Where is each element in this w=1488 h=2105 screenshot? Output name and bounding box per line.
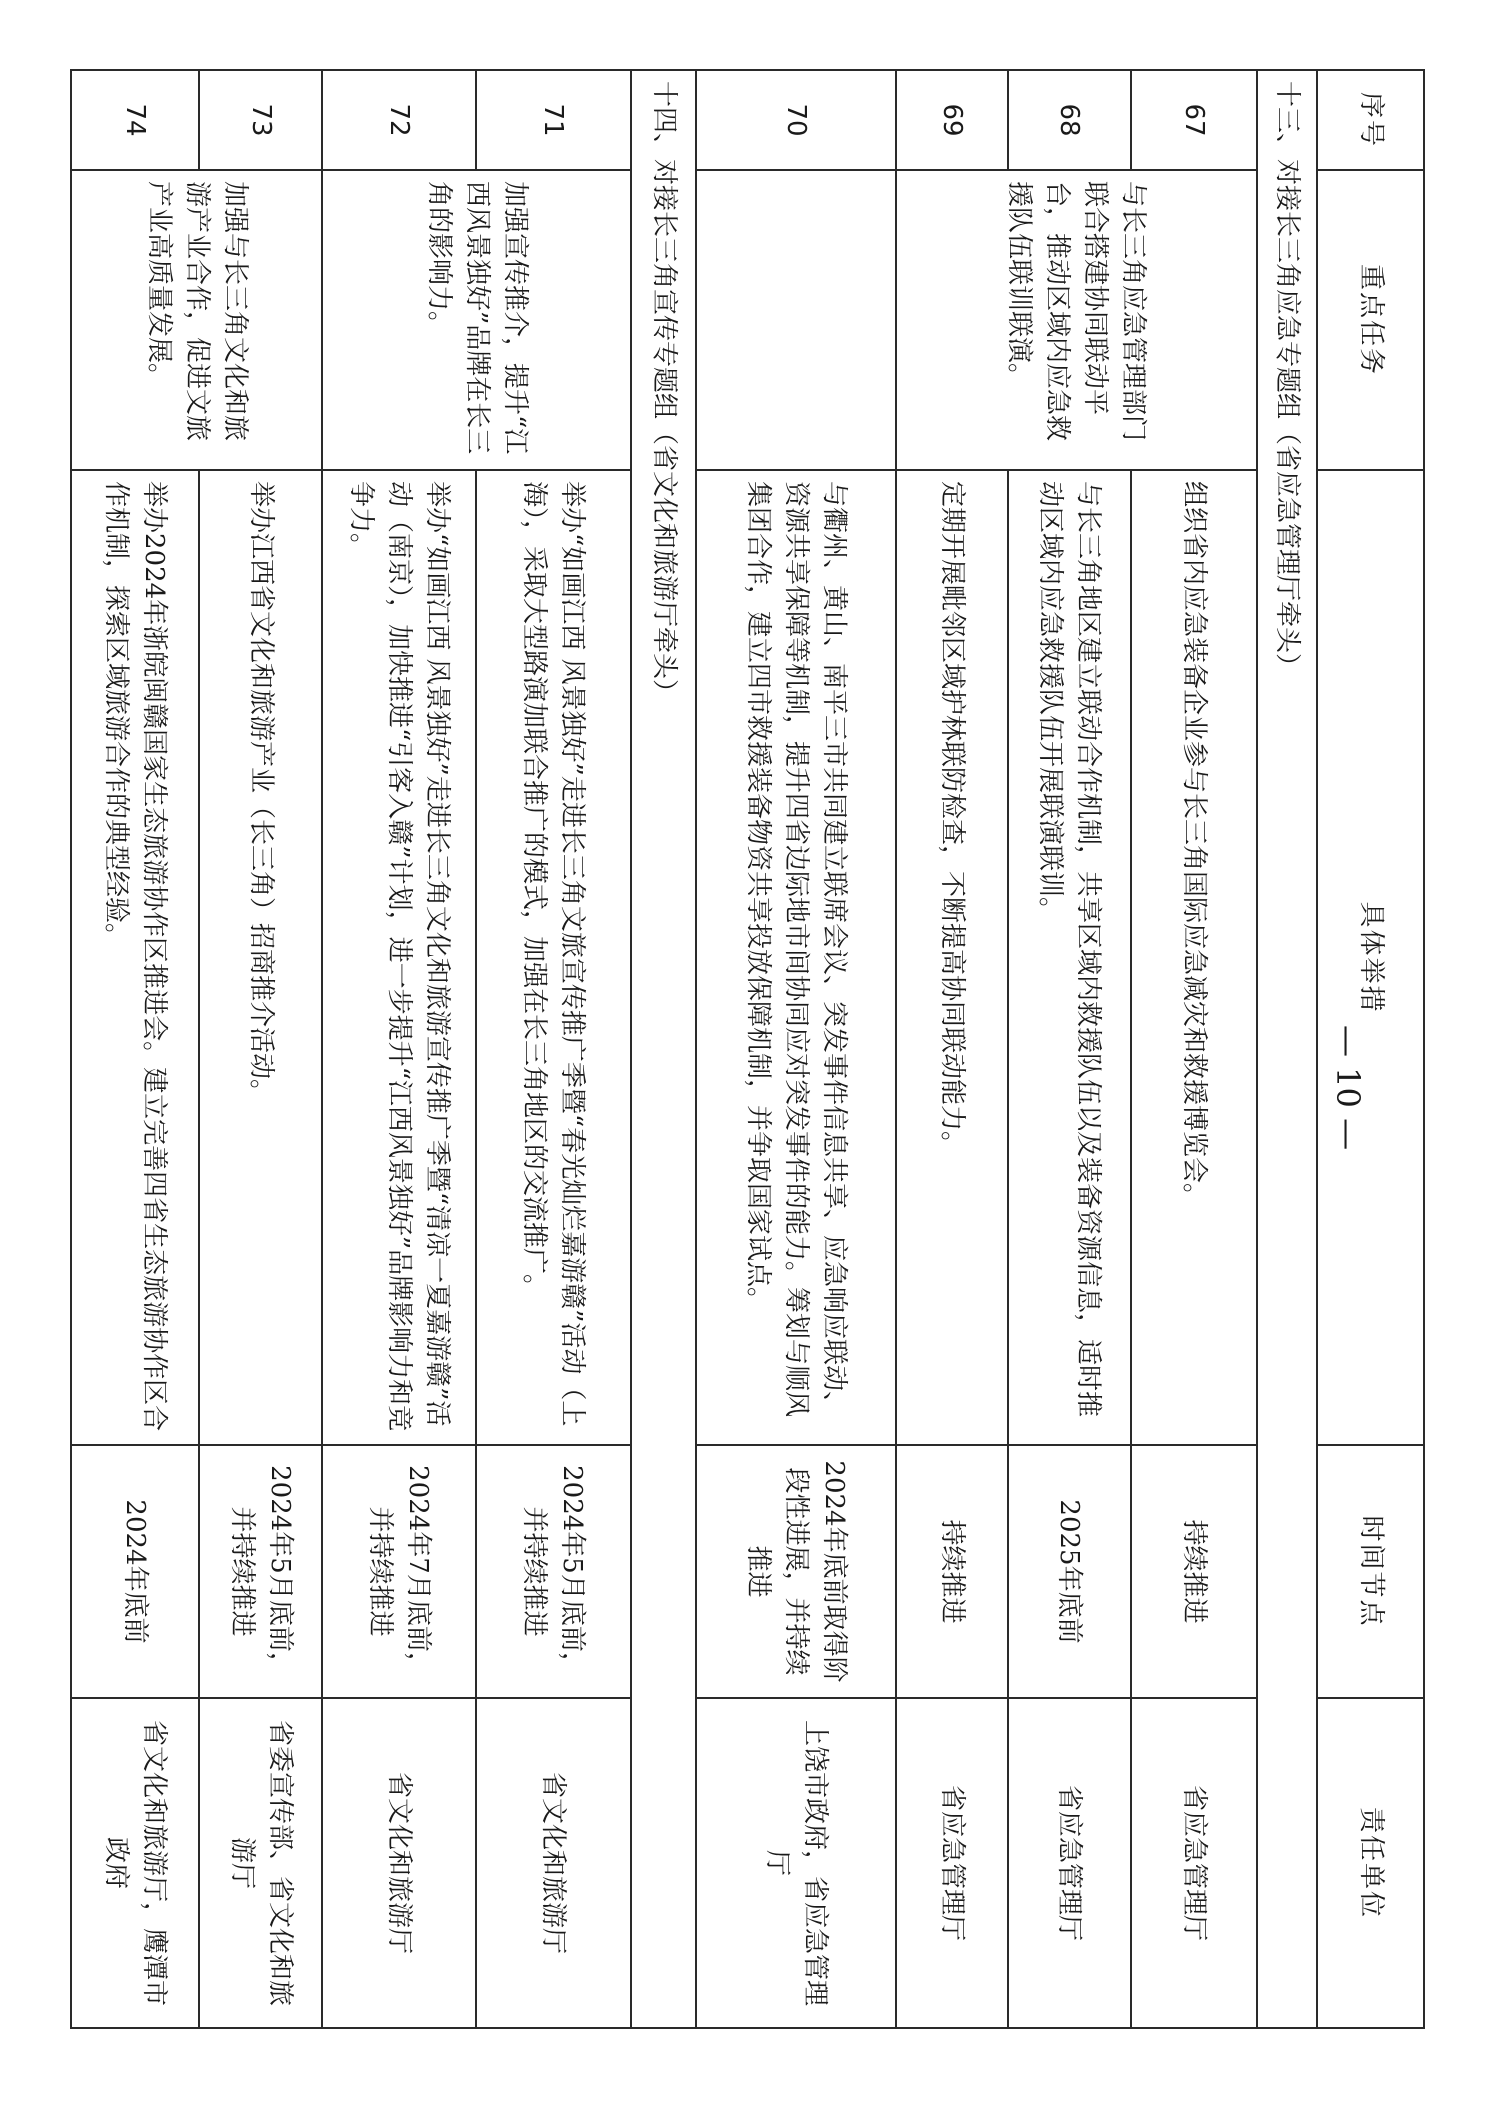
row-time: 2024年7月底前，并持续推进 bbox=[322, 1445, 475, 1698]
row-measure: 举办2024年浙皖闽赣国家生态旅游协作区推进会。建立完善四省生态旅游协作区合作机制，探索区域旅游合作的典型经验。 bbox=[71, 470, 199, 1445]
row-no: 69 bbox=[896, 70, 1008, 170]
page-number bbox=[1277, 1025, 1367, 1151]
section-row bbox=[631, 70, 696, 2028]
row-unit: 省文化和旅游厅，鹰潭市政府 bbox=[71, 1698, 199, 2028]
row-no: 73 bbox=[199, 70, 322, 170]
row-unit: 上饶市政府，省应急管理厅 bbox=[696, 1698, 896, 2028]
rotated-table-container bbox=[70, 69, 1425, 2027]
row-measure: 与衢州、黄山、南平三市共同建立联席会议、突发事件信息共享、应急响应联动、资源共享保障等机制，提升四省边际地市间协同应对突发事件的能力。筹划与顺风集团合作，建立四市救援装备物资共享投放保障机制，并争取国家试点。 bbox=[696, 470, 896, 1445]
row-task: 加强与长三角文化和旅游产业合作，促进文旅产业高质量发展。 bbox=[71, 170, 322, 470]
row-no: 68 bbox=[1008, 70, 1131, 170]
section-title: 十四、对接长三角宣传专题组（省文化和旅游厅牵头） bbox=[631, 70, 696, 2028]
row-time: 持续推进 bbox=[1131, 1445, 1257, 1698]
row-no: 72 bbox=[322, 70, 475, 170]
row-no: 67 bbox=[1131, 70, 1257, 170]
row-measure: 举办“如画江西 风景独好”走进长三角文旅宣传推广季暨“春光灿烂嘉游赣”活动（上海），采取大型路演加联合推广的模式，加强在长三角地区的交流推广。 bbox=[476, 470, 632, 1445]
header-measure: 具体举措 bbox=[1317, 470, 1424, 1445]
row-time: 持续推进 bbox=[896, 1445, 1008, 1698]
table-row bbox=[696, 70, 896, 2028]
header-task: 重点任务 bbox=[1317, 170, 1424, 470]
row-unit: 省应急管理厅 bbox=[1008, 1698, 1131, 2028]
row-unit: 省应急管理厅 bbox=[896, 1698, 1008, 2028]
row-time: 2025年底前 bbox=[1008, 1445, 1131, 1698]
row-time: 2024年5月底前，并持续推进 bbox=[476, 1445, 632, 1698]
page-number-text: — 10 — bbox=[1329, 1025, 1367, 1151]
row-task-empty bbox=[696, 170, 896, 470]
row-task: 加强宣传推介，提升“江西风景独好”品牌在长三角的影响力。 bbox=[322, 170, 631, 470]
row-measure: 组织省内应急装备企业参与长三角国际应急减灾和救援博览会。 bbox=[1131, 470, 1257, 1445]
row-measure: 与长三角地区建立联动合作机制，共享区域内救援队伍以及装备资源信息，适时推动区域内应急救援队伍开展联演联训。 bbox=[1008, 470, 1131, 1445]
row-no: 71 bbox=[476, 70, 632, 170]
row-unit: 省委宣传部、省文化和旅游厅 bbox=[199, 1698, 322, 2028]
row-no: 70 bbox=[696, 70, 896, 170]
section-title: 十三、对接长三角应急专题组（省应急管理厅牵头） bbox=[1257, 70, 1317, 2028]
row-measure: 举办“如画江西 风景独好”走进长三角文化和旅游宣传推广季暨“清凉一夏嘉游赣”活动（南京），加快推进“引客入赣”计划，进一步提升“江西风景独好”品牌影响力和竞争力。 bbox=[322, 470, 475, 1445]
header-unit: 责任单位 bbox=[1317, 1698, 1424, 2028]
row-no: 74 bbox=[71, 70, 199, 170]
row-time: 2024年5月底前，并持续推进 bbox=[199, 1445, 322, 1698]
row-unit: 省应急管理厅 bbox=[1131, 1698, 1257, 2028]
row-time: 2024年底前取得阶段性进展，并持续推进 bbox=[696, 1445, 896, 1698]
table-row bbox=[199, 70, 322, 2028]
row-task: 与长三角应急管理部门联合搭建协同联动平台，推动区域内应急救援队伍联训联演。 bbox=[896, 170, 1256, 470]
task-table bbox=[70, 69, 1425, 2029]
header-no: 序号 bbox=[1317, 70, 1424, 170]
row-unit: 省文化和旅游厅 bbox=[322, 1698, 475, 2028]
row-time: 2024年底前 bbox=[71, 1445, 199, 1698]
header-time: 时间节点 bbox=[1317, 1445, 1424, 1698]
table-row bbox=[1131, 70, 1257, 2028]
row-measure: 定期开展毗邻区域护林联防检查，不断提高协同联动能力。 bbox=[896, 470, 1008, 1445]
row-measure: 举办江西省文化和旅游产业（长三角）招商推介活动。 bbox=[199, 470, 322, 1445]
row-unit: 省文化和旅游厅 bbox=[476, 1698, 632, 2028]
table-row bbox=[476, 70, 632, 2028]
